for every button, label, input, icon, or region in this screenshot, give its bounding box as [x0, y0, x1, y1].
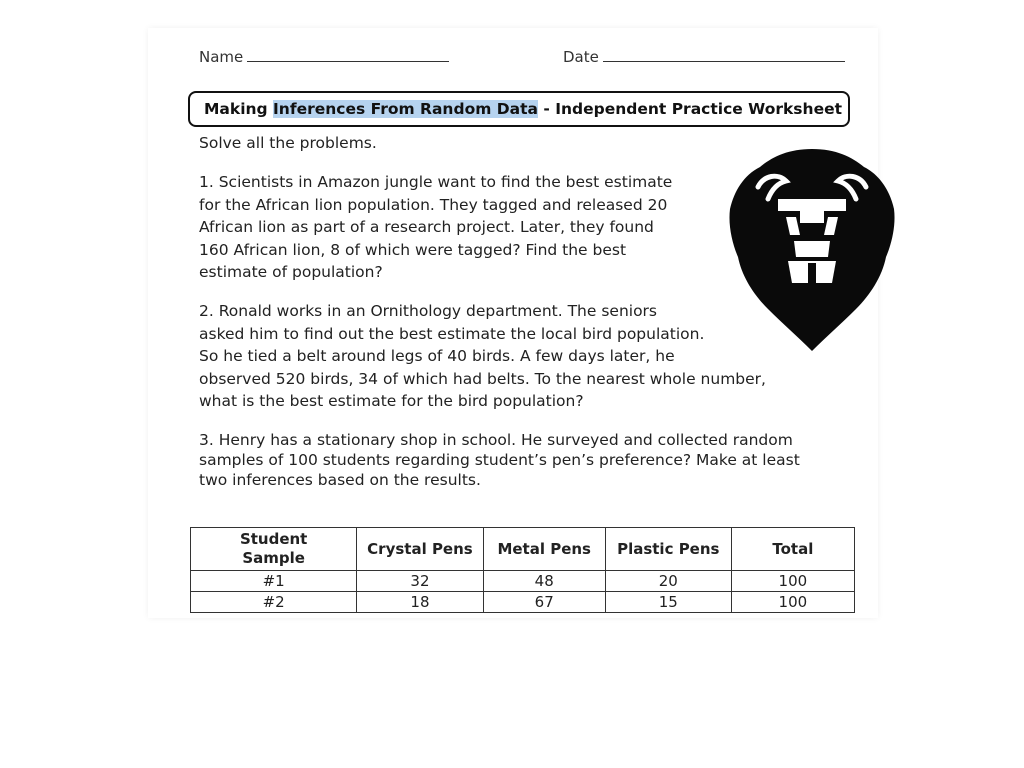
pen-preference-table	[190, 527, 855, 613]
lion-head-icon	[728, 145, 896, 353]
problem-line: 160 African lion, 8 of which were tagged? Find the best	[199, 240, 627, 259]
problem-line: So he tied a belt around legs of 40 birds. A few days later, he	[199, 347, 675, 365]
title-highlighted-text[interactable]: Inferences From Random Data	[273, 100, 538, 118]
problem-3	[199, 430, 800, 490]
problem-line: what is the best estimate for the bird population?	[199, 392, 584, 410]
problem-1	[199, 171, 672, 284]
table-cell: 32	[357, 571, 483, 592]
title-suffix: - Independent Practice Worksheet	[537, 100, 843, 118]
header-total: Total	[731, 528, 854, 571]
problem-line: two inferences based on the results.	[199, 471, 481, 489]
problem-line: 2. Ronald works in an Ornithology department. The seniors	[199, 302, 658, 320]
name-label: Name	[199, 48, 244, 66]
table-row	[191, 571, 855, 592]
problem-line: observed 520 birds, 34 of which had belts. To the nearest whole number,	[199, 369, 766, 388]
table-cell: 100	[731, 592, 854, 613]
instruction-text: Solve all the problems.	[199, 134, 377, 152]
name-field	[199, 48, 449, 66]
problem-line: for the African lion population. They tagged and released 20	[199, 195, 668, 214]
date-blank-line	[603, 60, 845, 62]
header-plastic-pens: Plastic Pens	[605, 528, 731, 571]
problem-line: samples of 100 students regarding student’s pen’s preference? Make at least	[199, 451, 800, 469]
header-metal-pens: Metal Pens	[483, 528, 605, 571]
table-cell: 18	[357, 592, 483, 613]
header-crystal-pens: Crystal Pens	[357, 528, 483, 571]
problem-line: African lion as part of a research project. Later, they found	[199, 218, 654, 236]
problem-line: 3. Henry has a stationary shop in school. He surveyed and collected random	[199, 431, 793, 449]
date-label: Date	[563, 48, 599, 66]
table-header-row	[191, 528, 855, 571]
table-cell: #1	[191, 571, 357, 592]
table-cell: 48	[483, 571, 605, 592]
title-prefix: Making	[204, 100, 274, 118]
problem-line: asked him to find out the best estimate the local bird population.	[199, 324, 705, 343]
table-cell: 67	[483, 592, 605, 613]
problem-line: estimate of population?	[199, 263, 383, 281]
table-cell: 20	[605, 571, 731, 592]
table-cell: 100	[731, 571, 854, 592]
date-field	[563, 48, 845, 66]
name-blank-line	[247, 60, 449, 62]
worksheet-title	[188, 91, 850, 127]
problem-line: 1. Scientists in Amazon jungle want to find the best estimate	[199, 173, 673, 191]
problem-2	[199, 300, 766, 413]
table-cell: #2	[191, 592, 357, 613]
table-cell: 15	[605, 592, 731, 613]
header-student-sample: Student Sample	[191, 528, 357, 571]
table-row	[191, 592, 855, 613]
